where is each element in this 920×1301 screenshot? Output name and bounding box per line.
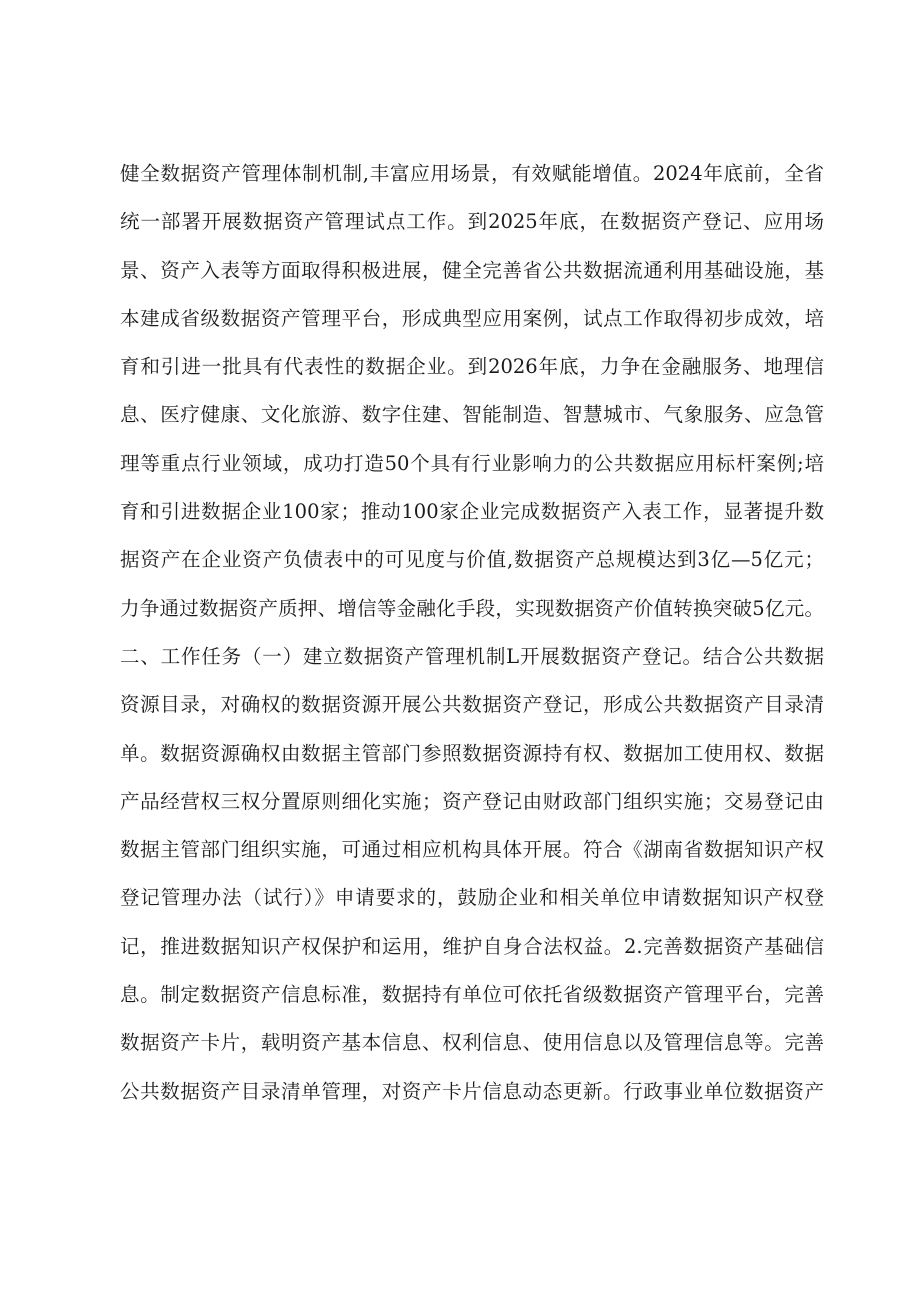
text-line: 数据资产卡片，载明资产基本信息、权利信息、使用信息以及管理信息等。完善 bbox=[120, 1031, 824, 1055]
text-line: 育和引进数据企业100家；推动100家企业完成数据资产入表工作，显著提升数 bbox=[120, 500, 824, 524]
text-line: 息、医疗健康、文化旅游、数字住建、智能制造、智慧城市、气象服务、应急管 bbox=[120, 403, 824, 427]
text-line: 记，推进数据知识产权保护和运用，维护自身合法权益。2.完善数据资产基础信 bbox=[120, 934, 824, 958]
text-line: 产品经营权三权分置原则细化实施；资产登记由财政部门组织实施；交易登记由 bbox=[120, 789, 824, 813]
text-line: 单。数据资源确权由数据主管部门参照数据资源持有权、数据加工使用权、数据 bbox=[120, 741, 824, 765]
text-line: 育和引进一批具有代表性的数据企业。到2026年底，力争在金融服务、地理信 bbox=[120, 355, 824, 379]
text-line: 登记管理办法（试行）》申请要求的，鼓励企业和相关单位申请数据知识产权登 bbox=[120, 886, 824, 910]
text-line: 力争通过数据资产质押、增信等金融化手段，实现数据资产价值转换突破5亿元。 bbox=[120, 596, 824, 620]
text-line: 数据主管部门组织实施，可通过相应机构具体开展。符合《湖南省数据知识产权 bbox=[120, 838, 824, 862]
text-line: 资源目录，对确权的数据资源开展公共数据资产登记，形成公共数据资产目录清 bbox=[120, 693, 824, 717]
text-line: 息。制定数据资产信息标准，数据持有单位可依托省级数据资产管理平台，完善 bbox=[120, 983, 824, 1007]
text-line: 理等重点行业领域，成功打造50个具有行业影响力的公共数据应用标杆案例;培 bbox=[120, 451, 824, 475]
text-line: 景、资产入表等方面取得积极进展，健全完善省公共数据流通利用基础设施，基 bbox=[120, 258, 824, 282]
text-line: 本建成省级数据资产管理平台，形成典型应用案例，试点工作取得初步成效，培 bbox=[120, 306, 824, 330]
document-body bbox=[120, 150, 824, 1116]
text-line: 健全数据资产管理体制机制,丰富应用场景，有效赋能增值。2024年底前，全省 bbox=[120, 162, 824, 185]
text-line: 公共数据资产目录清单管理，对资产卡片信息动态更新。行政事业单位数据资产 bbox=[120, 1079, 824, 1103]
text-line: 据资产在企业资产负债表中的可见度与价值,数据资产总规模达到3亿—5亿元； bbox=[120, 548, 824, 572]
text-line: 二、工作任务（一）建立数据资产管理机制L开展数据资产登记。结合公共数据 bbox=[120, 644, 824, 668]
text-line: 统一部署开展数据资产管理试点工作。到2025年底，在数据资产登记、应用场 bbox=[120, 210, 824, 234]
